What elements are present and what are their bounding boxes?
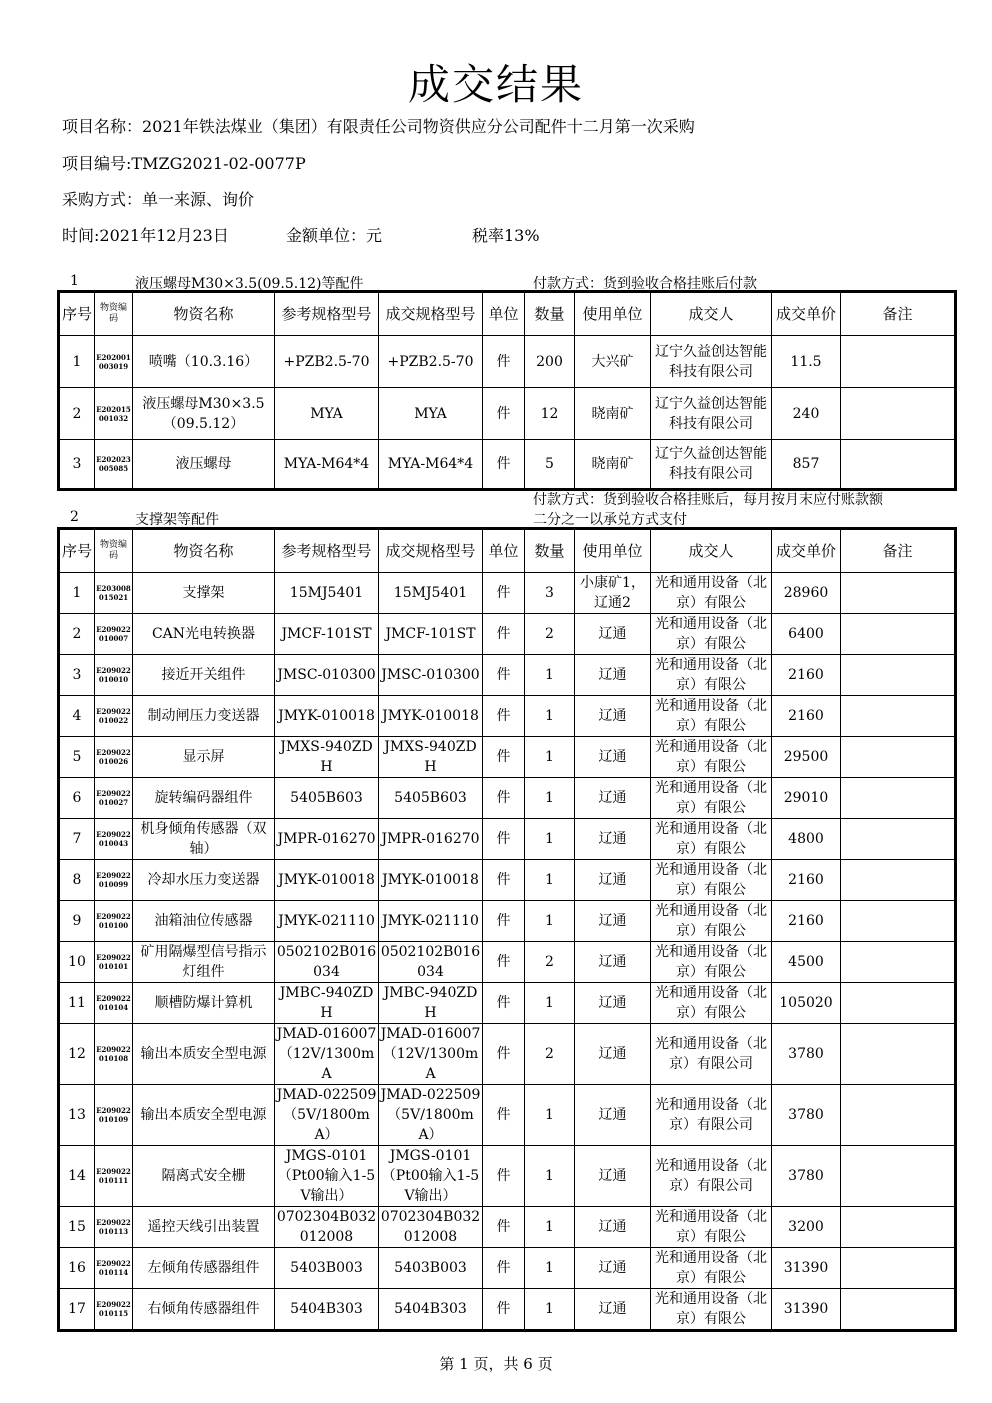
user-cell: 晓南矿 <box>575 440 651 490</box>
price-cell: 4800 <box>772 819 841 860</box>
unit-cell: 件 <box>483 942 525 983</box>
header-cell: 单位 <box>483 292 525 336</box>
ref-spec-cell: MYA <box>275 388 379 440</box>
header-cell: 成交人 <box>651 529 772 573</box>
header-cell: 使用单位 <box>575 292 651 336</box>
vendor-cell: 光和通用设备（北京）有限公 <box>651 901 772 942</box>
unit-cell: 件 <box>483 819 525 860</box>
deal-spec-cell: JMCF-101ST <box>379 614 483 655</box>
note-cell <box>841 614 956 655</box>
price-cell: 2160 <box>772 696 841 737</box>
header-cell: 序号 <box>59 529 95 573</box>
section1-name: 液压螺母M30×3.5(09.5.12)等配件 <box>135 276 364 292</box>
seq-cell: 3 <box>59 440 95 490</box>
header-cell: 成交规格型号 <box>379 529 483 573</box>
deal-spec-cell: JMYK-021110 <box>379 901 483 942</box>
section2-table <box>57 527 957 1332</box>
seq-cell: 15 <box>59 1207 95 1248</box>
deal-spec-cell: JMGS-0101（Pt00输入1-5V输出） <box>379 1146 483 1207</box>
table-row <box>59 778 956 819</box>
user-cell: 辽通 <box>575 819 651 860</box>
name-cell: 隔离式安全栅 <box>133 1146 275 1207</box>
seq-cell: 9 <box>59 901 95 942</box>
ref-spec-cell: JMYK-010018 <box>275 860 379 901</box>
header-row <box>59 529 956 573</box>
code-cell: E209022010043 <box>95 819 133 860</box>
user-cell: 小康矿1，辽通2 <box>575 573 651 614</box>
unit-cell: 件 <box>483 1289 525 1331</box>
code-cell: E209022010114 <box>95 1248 133 1289</box>
note-cell <box>841 1248 956 1289</box>
page-title: 成交结果 <box>407 60 584 109</box>
price-cell: 4500 <box>772 942 841 983</box>
ref-spec-cell: 5404B303 <box>275 1289 379 1331</box>
vendor-cell: 光和通用设备（北京）有限公 <box>651 860 772 901</box>
qty-cell: 1 <box>525 1207 575 1248</box>
vendor-cell: 光和通用设备（北京）有限公 <box>651 1248 772 1289</box>
table-row <box>59 1146 956 1207</box>
qty-cell: 5 <box>525 440 575 490</box>
ref-spec-cell: 5403B003 <box>275 1248 379 1289</box>
page-footer: 第 1 页，共 6 页 <box>439 1355 553 1373</box>
ref-spec-cell: JMAD-016007（12V/1300mA <box>275 1024 379 1085</box>
seq-cell: 14 <box>59 1146 95 1207</box>
user-cell: 辽通 <box>575 778 651 819</box>
user-cell: 辽通 <box>575 901 651 942</box>
table-row <box>59 696 956 737</box>
note-cell <box>841 440 956 490</box>
name-cell: CAN光电转换器 <box>133 614 275 655</box>
price-cell: 857 <box>772 440 841 490</box>
name-cell: 支撑架 <box>133 573 275 614</box>
user-cell: 辽通 <box>575 983 651 1024</box>
project-name: 项目名称：2021年铁法煤业（集团）有限责任公司物资供应分公司配件十二月第一次采购 <box>62 117 695 136</box>
ref-spec-cell: +PZB2.5-70 <box>275 336 379 388</box>
code-cell: E209022010100 <box>95 901 133 942</box>
seq-cell: 2 <box>59 614 95 655</box>
qty-cell: 2 <box>525 614 575 655</box>
qty-cell: 1 <box>525 983 575 1024</box>
code-cell: E209022010027 <box>95 778 133 819</box>
vendor-cell: 光和通用设备（北京）有限公司 <box>651 1085 772 1146</box>
code-cell: E209022010109 <box>95 1085 133 1146</box>
vendor-cell: 光和通用设备（北京）有限公 <box>651 573 772 614</box>
header-cell: 数量 <box>525 529 575 573</box>
code-cell: E202015001032 <box>95 388 133 440</box>
seq-cell: 3 <box>59 655 95 696</box>
deal-spec-cell: JMBC-940ZDH <box>379 983 483 1024</box>
table-row <box>59 1085 956 1146</box>
header-cell: 参考规格型号 <box>275 292 379 336</box>
name-cell: 旋转编码器组件 <box>133 778 275 819</box>
header-cell: 单位 <box>483 529 525 573</box>
note-cell <box>841 1207 956 1248</box>
name-cell: 液压螺母M30×3.5（09.5.12） <box>133 388 275 440</box>
user-cell: 辽通 <box>575 860 651 901</box>
deal-spec-cell: 5404B303 <box>379 1289 483 1331</box>
ref-spec-cell: 0702304B032012008 <box>275 1207 379 1248</box>
vendor-cell: 光和通用设备（北京）有限公 <box>651 655 772 696</box>
user-cell: 辽通 <box>575 655 651 696</box>
price-cell: 240 <box>772 388 841 440</box>
qty-cell: 2 <box>525 942 575 983</box>
code-cell: E209022010115 <box>95 1289 133 1331</box>
procurement-method: 采购方式：单一来源、询价 <box>62 190 255 209</box>
ref-spec-cell: JMCF-101ST <box>275 614 379 655</box>
header-cell: 成交单价 <box>772 292 841 336</box>
qty-cell: 1 <box>525 1289 575 1331</box>
code-cell: E209022010108 <box>95 1024 133 1085</box>
unit-cell: 件 <box>483 1146 525 1207</box>
user-cell: 辽通 <box>575 1289 651 1331</box>
seq-cell: 1 <box>59 573 95 614</box>
ref-spec-cell: JMPR-016270 <box>275 819 379 860</box>
ref-spec-cell: JMSC-010300 <box>275 655 379 696</box>
name-cell: 制动闸压力变送器 <box>133 696 275 737</box>
user-cell: 辽通 <box>575 942 651 983</box>
table-row <box>59 737 956 778</box>
qty-cell: 2 <box>525 1024 575 1085</box>
deal-spec-cell: 0702304B032012008 <box>379 1207 483 1248</box>
seq-cell: 6 <box>59 778 95 819</box>
note-cell <box>841 696 956 737</box>
note-cell <box>841 737 956 778</box>
name-cell: 遥控天线引出装置 <box>133 1207 275 1248</box>
user-cell: 辽通 <box>575 696 651 737</box>
code-cell: E209022010022 <box>95 696 133 737</box>
price-cell: 11.5 <box>772 336 841 388</box>
seq-cell: 2 <box>59 388 95 440</box>
seq-cell: 10 <box>59 942 95 983</box>
name-cell: 输出本质安全型电源 <box>133 1085 275 1146</box>
header-cell: 成交单价 <box>772 529 841 573</box>
code-cell: E209022010010 <box>95 655 133 696</box>
vendor-cell: 光和通用设备（北京）有限公 <box>651 819 772 860</box>
ref-spec-cell: JMBC-940ZDH <box>275 983 379 1024</box>
ref-spec-cell: 0502102B016034 <box>275 942 379 983</box>
price-cell: 2160 <box>772 860 841 901</box>
user-cell: 辽通 <box>575 1207 651 1248</box>
section2-number: 2 <box>70 509 79 525</box>
currency-unit: 金额单位：元 <box>286 226 383 245</box>
seq-cell: 5 <box>59 737 95 778</box>
section2-name: 支撑架等配件 <box>135 512 219 528</box>
name-cell: 接近开关组件 <box>133 655 275 696</box>
qty-cell: 1 <box>525 655 575 696</box>
qty-cell: 1 <box>525 901 575 942</box>
vendor-cell: 辽宁久益创达智能科技有限公司 <box>651 388 772 440</box>
note-cell <box>841 388 956 440</box>
table-row <box>59 573 956 614</box>
deal-spec-cell: MYA <box>379 388 483 440</box>
vendor-cell: 光和通用设备（北京）有限公 <box>651 942 772 983</box>
seq-cell: 17 <box>59 1289 95 1331</box>
price-cell: 28960 <box>772 573 841 614</box>
unit-cell: 件 <box>483 614 525 655</box>
table-row <box>59 983 956 1024</box>
unit-cell: 件 <box>483 440 525 490</box>
header-cell: 物资名称 <box>133 529 275 573</box>
unit-cell: 件 <box>483 336 525 388</box>
header-cell: 成交规格型号 <box>379 292 483 336</box>
note-cell <box>841 1146 956 1207</box>
qty-cell: 1 <box>525 1248 575 1289</box>
deal-spec-cell: 5403B003 <box>379 1248 483 1289</box>
price-cell: 3780 <box>772 1146 841 1207</box>
qty-cell: 1 <box>525 1085 575 1146</box>
note-cell <box>841 573 956 614</box>
code-cell: E209022010099 <box>95 860 133 901</box>
price-cell: 31390 <box>772 1248 841 1289</box>
qty-cell: 1 <box>525 737 575 778</box>
table-row <box>59 1248 956 1289</box>
seq-cell: 12 <box>59 1024 95 1085</box>
table-row <box>59 655 956 696</box>
user-cell: 辽通 <box>575 1248 651 1289</box>
qty-cell: 1 <box>525 778 575 819</box>
note-cell <box>841 819 956 860</box>
vendor-cell: 光和通用设备（北京）有限公 <box>651 614 772 655</box>
header-cell: 成交人 <box>651 292 772 336</box>
qty-cell: 1 <box>525 1146 575 1207</box>
header-cell: 备注 <box>841 529 956 573</box>
code-cell: E209022010101 <box>95 942 133 983</box>
name-cell: 冷却水压力变送器 <box>133 860 275 901</box>
header-cell: 数量 <box>525 292 575 336</box>
price-cell: 2160 <box>772 901 841 942</box>
vendor-cell: 光和通用设备（北京）有限公 <box>651 737 772 778</box>
vendor-cell: 光和通用设备（北京）有限公 <box>651 1289 772 1331</box>
price-cell: 29500 <box>772 737 841 778</box>
table-row <box>59 1024 956 1085</box>
note-cell <box>841 655 956 696</box>
name-cell: 左倾角传感器组件 <box>133 1248 275 1289</box>
deal-spec-cell: JMSC-010300 <box>379 655 483 696</box>
user-cell: 辽通 <box>575 737 651 778</box>
price-cell: 3780 <box>772 1085 841 1146</box>
note-cell <box>841 1289 956 1331</box>
unit-cell: 件 <box>483 696 525 737</box>
code-cell: E202023005085 <box>95 440 133 490</box>
unit-cell: 件 <box>483 1248 525 1289</box>
vendor-cell: 光和通用设备（北京）有限公 <box>651 778 772 819</box>
price-cell: 3780 <box>772 1024 841 1085</box>
deal-spec-cell: MYA-M64*4 <box>379 440 483 490</box>
user-cell: 大兴矿 <box>575 336 651 388</box>
name-cell: 油箱油位传感器 <box>133 901 275 942</box>
unit-cell: 件 <box>483 1024 525 1085</box>
qty-cell: 3 <box>525 573 575 614</box>
header-cell: 序号 <box>59 292 95 336</box>
note-cell <box>841 778 956 819</box>
price-cell: 31390 <box>772 1289 841 1331</box>
seq-cell: 7 <box>59 819 95 860</box>
table-row <box>59 336 956 388</box>
deal-spec-cell: 0502102B016034 <box>379 942 483 983</box>
price-cell: 6400 <box>772 614 841 655</box>
note-cell <box>841 860 956 901</box>
unit-cell: 件 <box>483 860 525 901</box>
project-number: 项目编号:TMZG2021-02-0077P <box>62 154 306 173</box>
note-cell <box>841 1024 956 1085</box>
seq-cell: 11 <box>59 983 95 1024</box>
qty-cell: 1 <box>525 819 575 860</box>
seq-cell: 1 <box>59 336 95 388</box>
ref-spec-cell: JMYK-010018 <box>275 696 379 737</box>
ref-spec-cell: JMYK-021110 <box>275 901 379 942</box>
price-cell: 2160 <box>772 655 841 696</box>
ref-spec-cell: JMGS-0101（Pt00输入1-5V输出） <box>275 1146 379 1207</box>
vendor-cell: 辽宁久益创达智能科技有限公司 <box>651 440 772 490</box>
section2-payment-line1: 付款方式：货到验收合格挂账后，每月按月末应付账款额 <box>533 492 883 508</box>
vendor-cell: 辽宁久益创达智能科技有限公司 <box>651 336 772 388</box>
ref-spec-cell: MYA-M64*4 <box>275 440 379 490</box>
note-cell <box>841 1085 956 1146</box>
header-cell: 参考规格型号 <box>275 529 379 573</box>
header-row <box>59 292 956 336</box>
deal-spec-cell: JMYK-010018 <box>379 860 483 901</box>
vendor-cell: 光和通用设备（北京）有限公司 <box>651 1146 772 1207</box>
qty-cell: 200 <box>525 336 575 388</box>
tax-rate: 税率13% <box>472 226 540 245</box>
section2-payment-line2: 二分之一以承兑方式支付 <box>533 512 687 528</box>
seq-cell: 16 <box>59 1248 95 1289</box>
vendor-cell: 光和通用设备（北京）有限公 <box>651 983 772 1024</box>
user-cell: 辽通 <box>575 614 651 655</box>
code-cell: E202001003019 <box>95 336 133 388</box>
code-cell: E209022010026 <box>95 737 133 778</box>
name-cell: 液压螺母 <box>133 440 275 490</box>
vendor-cell: 光和通用设备（北京）有限公 <box>651 1207 772 1248</box>
name-cell: 喷嘴（10.3.16） <box>133 336 275 388</box>
meta-line <box>62 223 540 246</box>
ref-spec-cell: 5405B603 <box>275 778 379 819</box>
name-cell: 矿用隔爆型信号指示灯组件 <box>133 942 275 983</box>
deal-spec-cell: JMYK-010018 <box>379 696 483 737</box>
table-row <box>59 901 956 942</box>
name-cell: 右倾角传感器组件 <box>133 1289 275 1331</box>
table-row <box>59 1207 956 1248</box>
unit-cell: 件 <box>483 1085 525 1146</box>
header-cell: 物资编码 <box>95 529 133 573</box>
code-cell: E209022010113 <box>95 1207 133 1248</box>
header-cell: 物资编码 <box>95 292 133 336</box>
deal-spec-cell: 15MJ5401 <box>379 573 483 614</box>
section1-payment: 付款方式：货到验收合格挂账后付款 <box>533 276 757 292</box>
seq-cell: 8 <box>59 860 95 901</box>
deal-spec-cell: +PZB2.5-70 <box>379 336 483 388</box>
qty-cell: 1 <box>525 860 575 901</box>
deal-spec-cell: JMXS-940ZDH <box>379 737 483 778</box>
unit-cell: 件 <box>483 388 525 440</box>
vendor-cell: 光和通用设备（北京）有限公司 <box>651 1024 772 1085</box>
table-row <box>59 860 956 901</box>
note-cell <box>841 942 956 983</box>
seq-cell: 4 <box>59 696 95 737</box>
unit-cell: 件 <box>483 901 525 942</box>
price-cell: 105020 <box>772 983 841 1024</box>
name-cell: 机身倾角传感器（双轴） <box>133 819 275 860</box>
deal-spec-cell: JMPR-016270 <box>379 819 483 860</box>
user-cell: 晓南矿 <box>575 388 651 440</box>
table-row <box>59 1289 956 1331</box>
note-cell <box>841 983 956 1024</box>
code-cell: E203008015021 <box>95 573 133 614</box>
table-row <box>59 614 956 655</box>
code-cell: E209022010104 <box>95 983 133 1024</box>
seq-cell: 13 <box>59 1085 95 1146</box>
header-cell: 备注 <box>841 292 956 336</box>
section1-table <box>57 290 957 491</box>
note-cell <box>841 336 956 388</box>
date: 时间:2021年12月23日 <box>62 226 229 245</box>
deal-spec-cell: JMAD-016007（12V/1300mA <box>379 1024 483 1085</box>
name-cell: 显示屏 <box>133 737 275 778</box>
unit-cell: 件 <box>483 655 525 696</box>
deal-spec-cell: 5405B603 <box>379 778 483 819</box>
qty-cell: 12 <box>525 388 575 440</box>
table-row <box>59 819 956 860</box>
ref-spec-cell: 15MJ5401 <box>275 573 379 614</box>
price-cell: 3200 <box>772 1207 841 1248</box>
table-row <box>59 388 956 440</box>
user-cell: 辽通 <box>575 1085 651 1146</box>
header-cell: 物资名称 <box>133 292 275 336</box>
header-cell: 使用单位 <box>575 529 651 573</box>
ref-spec-cell: JMAD-022509（5V/1800mA） <box>275 1085 379 1146</box>
vendor-cell: 光和通用设备（北京）有限公 <box>651 696 772 737</box>
section1-number: 1 <box>70 273 79 289</box>
deal-spec-cell: JMAD-022509（5V/1800mA） <box>379 1085 483 1146</box>
unit-cell: 件 <box>483 983 525 1024</box>
table-row <box>59 942 956 983</box>
unit-cell: 件 <box>483 1207 525 1248</box>
ref-spec-cell: JMXS-940ZDH <box>275 737 379 778</box>
code-cell: E209022010007 <box>95 614 133 655</box>
unit-cell: 件 <box>483 778 525 819</box>
name-cell: 输出本质安全型电源 <box>133 1024 275 1085</box>
qty-cell: 1 <box>525 696 575 737</box>
name-cell: 顺槽防爆计算机 <box>133 983 275 1024</box>
code-cell: E209022010111 <box>95 1146 133 1207</box>
unit-cell: 件 <box>483 737 525 778</box>
table-row <box>59 440 956 490</box>
price-cell: 29010 <box>772 778 841 819</box>
note-cell <box>841 901 956 942</box>
unit-cell: 件 <box>483 573 525 614</box>
user-cell: 辽通 <box>575 1024 651 1085</box>
user-cell: 辽通 <box>575 1146 651 1207</box>
